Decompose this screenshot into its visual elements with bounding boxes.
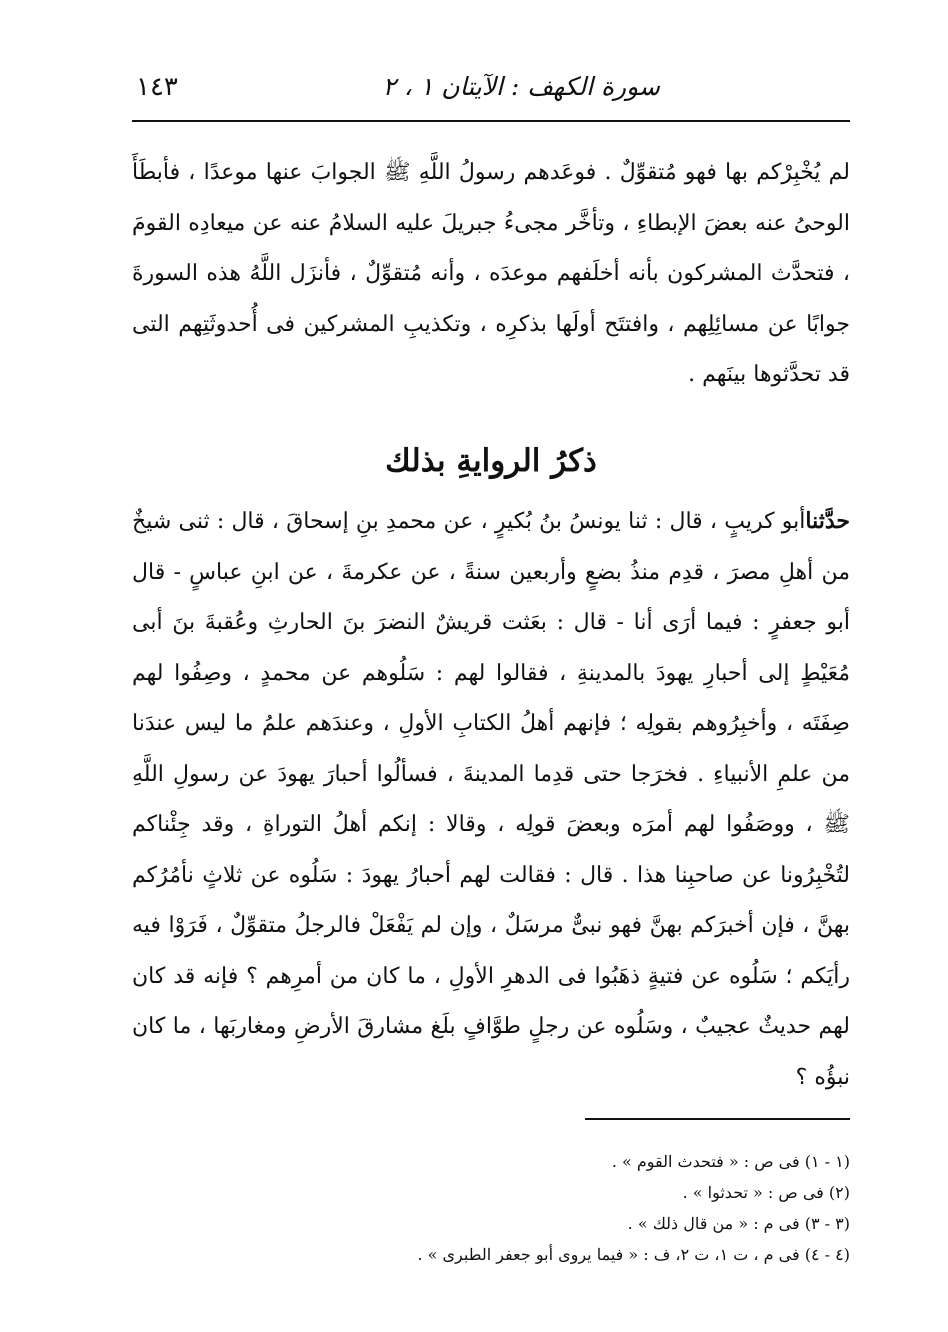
section-heading: [132, 436, 850, 486]
footnote-4: (٤ - ٤) فى م ، ت ١، ت ٢، ف : « فيما يروى أبو جعفر الطبرى » .: [417, 1245, 850, 1264]
paragraph-2-lead: حدَّثنا: [805, 508, 850, 534]
header-rule: [132, 120, 850, 122]
footnote-1: (١ - ١) فى ص : « فتحدث القوم » .: [611, 1152, 850, 1171]
chapter-title: سورة الكهف : الآيتان ١ ، ٢: [382, 72, 660, 101]
paragraph-2-text: أبو كريبٍ ، قال : ثنا يونسُ بنُ بُكيرٍ ، عن محمدِ بنِ إسحاقَ ، قال : ثنى شيخٌ من أهلِ مصرَ ، قدِم منذُ بضعٍ وأربعين سنةً ، عن عكرمةَ ، عن ابنِ عباسٍ - قال أبو جعفرٍ : فيما أرَى أنا - قال : بعَثت قريشٌ النضرَ بنَ الحارثِ وعُقبةَ بنَ أبى مُعَيْطٍ إلى أحبارِ يهودَ بالمدينةِ ، فقالوا لهم : سَلُوهم عن محمدٍ ، وصِفُوا لهم صِفَتَه ، وأخبِرُوهم بقولِه ؛ فإنهم أهلُ الكتابِ الأولِ ، وعندَهم علمُ ما ليس عندَنا من علمِ الأنبياءِ . فخرَجا حتى قدِما المدينةَ ، فسألُوا أحبارَ يهودَ عن رسولِ اللَّهِ ﷺ ، ووصَفُوا لهم أمرَه وبعضَ قولِه ، وقالا : إنكم أهلُ التوراةِ ، وقد جِئْناكم لتُخْبِرُونا عن صاحبِنا هذا . قال : فقالت لهم أحبارُ يهودَ : سَلُوه عن ثلاثٍ نأمُرُكم بهنَّ ، فإن أخبرَكم بهنَّ فهو نبىٌّ مرسَلٌ ، وإن لم يَفْعَلْ فالرجلُ متقوِّلٌ ، فَرَوْا فيه رأيَكم ؛ سَلُوه عن فتيةٍ ذهَبُوا فى الدهرِ الأولِ ، ما كان من أمرِهم ؟ فإنه قد كان لهم حديثٌ عجيبٌ ، وسَلُوه عن رجلٍ طوَّافٍ بلَغ مشارقَ الأرضِ ومغاربَها ، ما كان نبؤُه ؟: [132, 509, 850, 1090]
footnotes: [132, 1146, 850, 1270]
footnote-3: (٣ - ٣) فى م : « من قال ذلك » .: [627, 1214, 850, 1233]
footnote-2: (٢) فى ص : « تحدثوا » .: [682, 1183, 850, 1202]
running-header: [132, 66, 850, 118]
footnote-rule: [585, 1118, 850, 1120]
paragraph-1: [132, 148, 850, 401]
paragraph-1-text: لم يُخْبِرْكم بها فهو مُتقوِّلٌ . فوعَدهم رسولُ اللَّهِ ﷺ الجوابَ عنها موعدًا ، فأبطَأَ الوحىُ عنه بعضَ الإبطاءِ ، وتأخَّر مجىءُ جبريلَ عليه السلامُ عنه عن ميعادِه القومَ ، فتحدَّث المشركون بأنه أخلَفهم موعدَه ، وأنه مُتقوِّلٌ ، فأنزَل اللَّهُ هذه السورةَ جوابًا عن مسائِلِهم ، وافتتَح أولَها بذكرِه ، وتكذيبِ المشركين فى أُحدوثَتِهم التى قد تحدَّثوها بينَهم .: [132, 160, 850, 387]
paragraph-2: [132, 496, 850, 1103]
section-heading-text: ذكرُ الروايةِ بذلك: [385, 443, 597, 479]
page-number: ١٤٣: [136, 72, 178, 102]
